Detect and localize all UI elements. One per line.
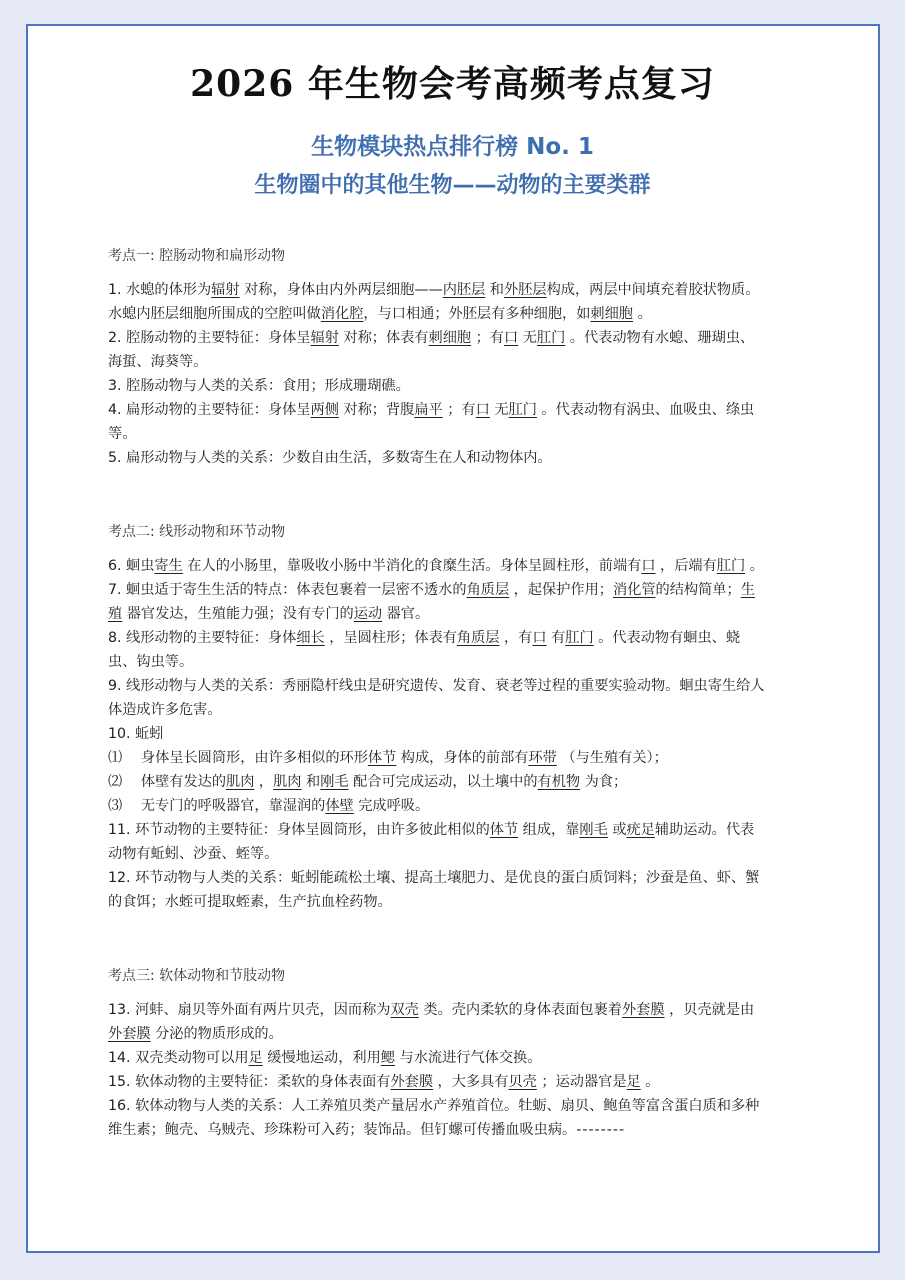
point-text: 2. 腔肠动物的主要特征：身体呈 [108,330,311,346]
knowledge-point [108,674,768,722]
point-text: 在人的小肠里，靠吸收小肠中半消化的食糜生活。身体呈圆柱形，前端有 [182,558,642,574]
answer-blank: 肛门 [565,630,594,646]
point-text: ，与口相通；外胚层有多种细胞，如 [363,306,591,322]
knowledge-point [108,578,768,626]
point-text: 。代表动物有水螅、珊瑚虫、海蜇、海葵等。 [108,330,755,370]
point-text: 5. 扁形动物与人类的关系：少数自由生活，多数寄生在人和动物体内。 [108,450,552,466]
point-text: 或 [607,822,627,838]
section-2 [108,520,768,914]
point-text: ， [254,774,274,790]
point-text: 13. 河蚌、扇贝等外面有两片贝壳，因而称为 [108,1002,391,1018]
point-text: 与水流进行气体交换。 [395,1050,542,1066]
knowledge-point [108,818,768,866]
point-text: 器官。 [382,606,430,622]
answer-blank: 体节 [489,822,519,838]
point-text: ，起保护作用； [509,582,613,598]
answer-blank: 肛门 [536,330,566,346]
point-text: 。 [745,558,764,574]
answer-blank: 口 [641,558,656,574]
answer-blank: 口 [532,630,547,646]
answer-blank: 生殖 [108,582,755,622]
answer-blank: 鳃 [380,1050,395,1066]
point-text: 。 [633,306,652,322]
point-text: 完成呼吸。 [353,798,430,814]
point-text: 16. 软体动物与人类的关系：人工养殖贝类产量居水产养殖首位。牡蛎、扇贝、鲍鱼等富含蛋白质和多种维生素；鲍壳、乌贼壳、珍珠粉可入药；装饰品。但钉螺可传播血吸虫病。 [108,1098,760,1138]
point-text: ，大多具有 [433,1074,509,1090]
point-text: 为食； [580,774,628,790]
knowledge-point [108,1070,768,1094]
answer-blank: 肛门 [716,558,746,574]
topic-subtitle: 生物圈中的其他生物——动物的主要类群 [254,173,651,198]
answer-blank: 消化腔 [320,306,364,322]
point-text: ⑴ 身体呈长圆筒形，由许多相似的环形 [108,750,368,766]
answer-blank: 细长 [296,630,325,646]
point-text: 15. 软体动物的主要特征：柔软的身体表面有 [108,1074,391,1090]
answer-blank: 消化管 [612,582,656,598]
answer-blank: 足 [248,1050,263,1066]
point-text: 1. 水螅的体形为 [108,282,212,298]
answer-blank: 刺细胞 [590,306,633,322]
point-text: 配合可完成运动，以土壤中的 [348,774,538,790]
point-text: （与生殖有关）； [556,750,668,766]
point-text: 分泌的物质形成的。 [150,1026,283,1042]
section-heading: 考点三: 软体动物和节肢动物 [108,968,286,984]
sub-point [108,746,768,770]
answer-blank: 内胚层 [442,282,486,298]
knowledge-point [108,326,768,374]
section-heading: 考点二: 线形动物和环节动物 [108,524,286,540]
point-text: 3. 腔肠动物与人类的关系：食用；形成珊瑚礁。 [108,378,410,394]
answer-blank: 外胚层 [503,282,547,298]
point-text: 无 [518,330,537,346]
point-text: ，有 [499,630,533,646]
answer-blank: 角质层 [456,630,500,646]
answer-blank: 两侧 [310,402,339,418]
point-text: 。代表动物有蛔虫、蛲虫、钩虫等。 [108,630,741,670]
answer-blank: 肌肉 [226,774,255,790]
point-text: ；有 [471,330,504,346]
section-3 [108,964,768,1142]
point-text: 对称；体表有 [338,330,429,346]
answer-blank: 双壳 [390,1002,419,1018]
knowledge-point [108,278,768,326]
point-text: 辅助运动。代表动物有蚯蚓、沙蚕、蛭等。 [108,822,755,862]
ranking-subtitle: 生物模块热点排行榜 No. 1 [311,134,594,160]
point-text: ，后端有 [655,558,717,574]
point-text: 14. 双壳类动物可以用 [108,1050,249,1066]
answer-blank: 体节 [367,750,397,766]
answer-blank: 外套膜 [108,1026,151,1042]
answer-blank: 贝壳 [508,1074,537,1090]
point-text: 对称；背腹 [338,402,415,418]
knowledge-point [108,1094,768,1142]
answer-blank: 环带 [528,750,557,766]
point-text: 12. 环节动物与人类的关系：蚯蚓能疏松土壤、提高土壤肥力、是优良的蛋白质饲料；沙蚕是鱼、虾、蟹的食饵；水蛭可提取蛭素，生产抗血栓药物。 [108,870,760,910]
point-text: ⑶ 无专门的呼吸器官，靠湿润的 [108,798,326,814]
answer-blank: 运动 [353,606,383,622]
knowledge-point [108,626,768,674]
answer-blank: 有机物 [537,774,581,790]
point-text: 构成，身体的前部有 [396,750,529,766]
point-text: 类。壳内柔软的身体表面包裹着 [418,1002,622,1018]
point-text: 对称，身体由内外两层细胞—— [239,282,443,298]
knowledge-point [108,554,768,578]
point-text: 有 [546,630,566,646]
answer-blank: 体壁 [325,798,354,814]
point-text: ；有 [442,402,476,418]
point-text: 无 [489,402,509,418]
knowledge-point [108,374,768,398]
answer-blank: 肛门 [508,402,537,418]
knowledge-point [108,998,768,1046]
point-text: 6. 蛔虫 [108,558,155,574]
answer-blank: 刚毛 [320,774,349,790]
knowledge-point [108,446,768,470]
point-text: 和 [301,774,321,790]
answer-blank: 外套膜 [621,1002,665,1018]
point-text: 和 [485,282,504,298]
knowledge-point [108,866,768,914]
answer-blank: 口 [475,402,490,418]
point-text: 10. 蚯蚓 [108,726,164,742]
point-text: 构成，两层中间填充着胶状物质。水螅内胚层细胞所围成的空腔叫做 [108,282,760,322]
point-text: 4. 扁形动物的主要特征：身体呈 [108,402,311,418]
point-text: ；运动器官是 [536,1074,627,1090]
answer-blank: 口 [504,330,519,346]
knowledge-point [108,1046,768,1070]
point-text: ，贝壳就是由 [664,1002,755,1018]
continuation-dots: -------- [576,1122,626,1138]
point-text: ⑵ 体壁有发达的 [108,774,227,790]
answer-blank: 肌肉 [273,774,302,790]
point-text: 器官发达，生殖能力强；没有专门的 [122,606,354,622]
sub-point [108,770,768,794]
section-1 [108,244,768,470]
answer-blank: 足 [626,1074,641,1090]
answer-blank: 辐射 [211,282,240,298]
answer-blank: 刺细胞 [428,330,472,346]
page-title: 2026 年生物会考高频考点复习 [190,63,715,105]
answer-blank: 刚毛 [579,822,608,838]
answer-blank: 角质层 [466,582,510,598]
point-text: 。 [640,1074,660,1090]
section-heading: 考点一: 腔肠动物和扁形动物 [108,248,286,264]
point-text: 。代表动物有涡虫、血吸虫、绦虫等。 [108,402,755,442]
knowledge-point [108,722,768,746]
point-text: 7. 蛔虫适于寄生生活的特点：体表包裹着一层密不透水的 [108,582,467,598]
answer-blank: 寄生 [154,558,183,574]
sub-point [108,794,768,818]
point-text: 11. 环节动物的主要特征：身体呈圆筒形，由许多彼此相似的 [108,822,490,838]
answer-blank: 疣足 [626,822,655,838]
answer-blank: 扁平 [414,402,443,418]
point-text: 缓慢地运动，利用 [262,1050,381,1066]
point-text: 的结构简单； [655,582,741,598]
point-text: 8. 线形动物的主要特征：身体 [108,630,297,646]
point-text: 9. 线形动物与人类的关系：秀丽隐杆线虫是研究遗传、发育、衰老等过程的重要实验动物。蛔虫寄生给人体造成许多危害。 [108,678,765,718]
point-text: 组成，靠 [518,822,580,838]
point-text: ，呈圆柱形；体表有 [324,630,457,646]
answer-blank: 外套膜 [390,1074,434,1090]
knowledge-point [108,398,768,446]
answer-blank: 辐射 [310,330,339,346]
